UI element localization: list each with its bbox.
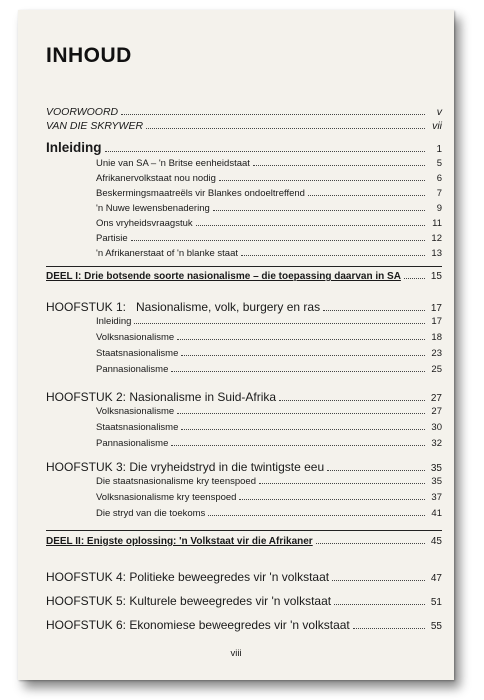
entry-page: 6 [436, 173, 442, 184]
entry-label: Volksnasionalisme [96, 332, 175, 343]
toc-entry-van-die-skrywer [46, 120, 442, 132]
entry-page: 41 [431, 508, 442, 519]
toc-subentry [96, 438, 442, 449]
dot-leader [171, 365, 425, 372]
entry-page: 32 [431, 438, 442, 449]
toc-subentry [96, 218, 442, 229]
toc-entry-hoofstuk-1 [46, 300, 442, 314]
entry-label: Volksnasionalisme [96, 406, 175, 417]
toc-subentry [96, 364, 442, 375]
entry-label [46, 594, 331, 608]
entry-page: 17 [430, 303, 442, 314]
dot-leader [253, 159, 425, 166]
chapter-number: HOOFSTUK 4: [46, 570, 127, 584]
dot-leader [259, 477, 425, 484]
entry-label: Afrikanervolkstaat nou nodig [96, 173, 216, 184]
chapter-number: HOOFSTUK 6: [46, 618, 127, 632]
entry-label [46, 300, 320, 314]
entry-label: Ons vryheidsvraagstuk [96, 218, 193, 229]
entry-page: 5 [436, 158, 442, 169]
section-divider [46, 266, 442, 267]
dot-leader [213, 204, 425, 211]
toc-entry-hoofstuk-6 [46, 618, 442, 632]
toc-subentry [96, 316, 442, 327]
toc-subentry [96, 508, 442, 519]
entry-page: 37 [431, 492, 442, 503]
toc-subentry [96, 188, 442, 199]
entry-label: Pannasionalisme [96, 364, 169, 375]
dot-leader [239, 493, 425, 500]
chapter-title: Kulturele beweegredes vir 'n volkstaat [129, 594, 332, 608]
toc-entry-deel-1 [46, 271, 442, 282]
entry-page: 17 [431, 316, 442, 327]
entry-label: Staatsnasionalisme [96, 348, 179, 359]
toc-subentry [96, 348, 442, 359]
toc-title: INHOUD [46, 44, 132, 67]
chapter-number: HOOFSTUK 5: [46, 594, 127, 608]
page-number: viii [230, 648, 242, 659]
dot-leader [332, 573, 425, 581]
entry-label: DEEL II: Enigste oplossing: 'n Volkstaat vir die Afrikaner [46, 536, 313, 547]
entry-label: Pannasionalisme [96, 438, 169, 449]
book-page [18, 10, 454, 680]
chapter-number: HOOFSTUK 2: [46, 390, 127, 404]
dot-leader [323, 303, 425, 311]
entry-label: Staatsnasionalisme [96, 422, 179, 433]
entry-label [46, 460, 324, 474]
entry-page: 27 [431, 406, 442, 417]
chapter-title: Ekonomiese beweegredes vir 'n volkstaat [129, 618, 350, 632]
toc-entry-hoofstuk-5 [46, 594, 442, 608]
dot-leader [308, 189, 425, 196]
dot-leader [177, 333, 425, 340]
toc-entry-hoofstuk-3 [46, 460, 442, 474]
toc-entry-deel-2 [46, 536, 442, 547]
toc-entry-inleiding [46, 140, 442, 155]
dot-leader [219, 174, 425, 181]
entry-label: DEEL I: Drie botsende soorte nasionalisme – die toepassing daarvan in SA [46, 271, 401, 282]
entry-label: 'n Nuwe lewensbenadering [96, 203, 210, 214]
dot-leader [177, 407, 425, 414]
chapter-number: HOOFSTUK 3: [46, 460, 127, 474]
entry-label: Unie van SA – 'n Britse eenheidstaat [96, 158, 250, 169]
entry-label: Die stryd van die toekoms [96, 508, 206, 519]
toc-subentry [96, 422, 442, 433]
entry-label: Beskermingsmaatreëls vir Blankes ondoeltreffend [96, 188, 305, 199]
entry-page: 51 [430, 597, 442, 608]
entry-page: 18 [431, 332, 442, 343]
entry-label: VOORWOORD [46, 106, 119, 118]
entry-label [46, 390, 276, 404]
entry-page: 12 [431, 233, 442, 244]
dot-leader [131, 234, 425, 241]
entry-page: 35 [430, 463, 442, 474]
entry-page: 13 [431, 248, 442, 259]
entry-page: 7 [436, 188, 442, 199]
dot-leader [146, 122, 425, 129]
dot-leader [316, 537, 425, 544]
dot-leader [404, 272, 425, 279]
chapter-title: Nasionalisme, volk, burgery en ras [136, 300, 321, 314]
dot-leader [181, 349, 425, 356]
section-divider [46, 530, 442, 531]
entry-label [46, 618, 350, 632]
toc-subentry [96, 492, 442, 503]
chapter-title: Politieke beweegredes vir 'n volkstaat [129, 570, 330, 584]
entry-label: Inleiding [96, 316, 132, 327]
entry-page: 23 [431, 348, 442, 359]
toc-subentry [96, 248, 442, 259]
entry-page: vii [432, 120, 442, 132]
toc-subentry [96, 476, 442, 487]
entry-page: 15 [430, 271, 442, 282]
entry-label: Inleiding [46, 140, 102, 155]
toc-subentry [96, 203, 442, 214]
toc-entry-hoofstuk-4 [46, 570, 442, 584]
entry-label: VAN DIE SKRYWER [46, 120, 144, 132]
toc-subentry [96, 406, 442, 417]
entry-page: 27 [430, 393, 442, 404]
entry-page: 55 [430, 621, 442, 632]
dot-leader [134, 317, 425, 324]
dot-leader [171, 439, 425, 446]
dot-leader [279, 393, 425, 401]
toc-subentry [96, 158, 442, 169]
toc-subentry [96, 173, 442, 184]
dot-leader [334, 597, 425, 605]
chapter-title: Nasionalisme in Suid-Afrika [129, 390, 277, 404]
chapter-number: HOOFSTUK 1: [46, 300, 127, 314]
dot-leader [241, 249, 425, 256]
entry-label [46, 570, 329, 584]
entry-page: 1 [436, 144, 442, 155]
dot-leader [105, 143, 426, 152]
dot-leader [327, 463, 425, 471]
entry-page: 25 [431, 364, 442, 375]
toc-entry-hoofstuk-2 [46, 390, 442, 404]
chapter-title: Die vryheidstryd in die twintigste eeu [129, 460, 325, 474]
entry-page: 11 [432, 218, 442, 229]
dot-leader [353, 621, 425, 629]
toc-entry-voorwoord [46, 106, 442, 118]
entry-label: Partisie [96, 233, 128, 244]
toc-subentry [96, 332, 442, 343]
entry-page: 9 [436, 203, 442, 214]
entry-page: 47 [430, 573, 442, 584]
entry-label: Die staatsnasionalisme kry teenspoed [96, 476, 257, 487]
entry-page: 35 [431, 476, 442, 487]
dot-leader [196, 219, 425, 226]
dot-leader [208, 509, 425, 516]
entry-page: 30 [431, 422, 442, 433]
entry-page: v [436, 106, 442, 118]
toc-subentry [96, 233, 442, 244]
dot-leader [121, 108, 425, 115]
dot-leader [181, 423, 425, 430]
entry-page: 45 [430, 536, 442, 547]
entry-label: 'n Afrikanerstaat of 'n blanke staat [96, 248, 238, 259]
entry-label: Volksnasionalisme kry teenspoed [96, 492, 237, 503]
